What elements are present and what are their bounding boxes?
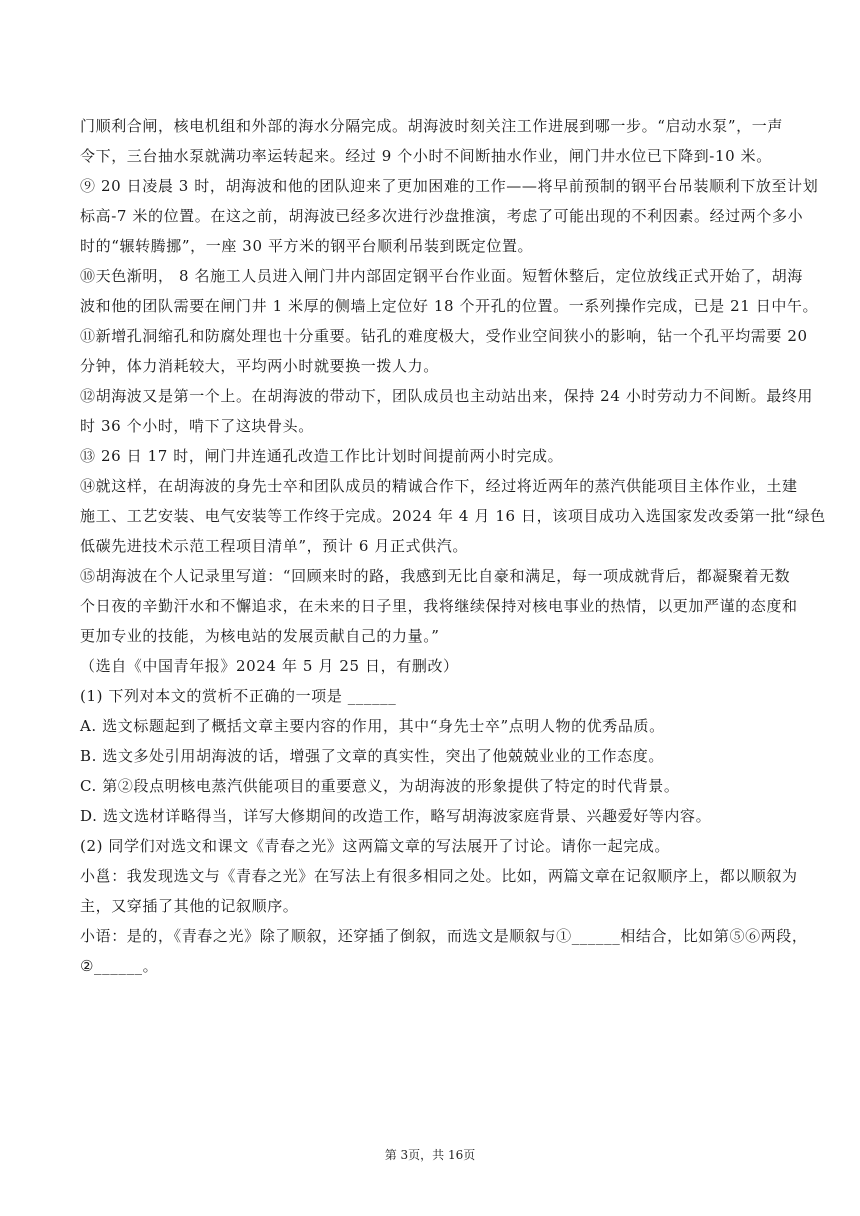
text-line-1: 门顺利合闸，核电机组和外部的海水分隔完成。胡海波时刻关注工作进展到哪一步。“启动水泵”，一声	[80, 117, 783, 135]
dialogue-line-4: ②______。	[80, 957, 159, 975]
text-line-10: ⑫胡海波又是第一个上。在胡海波的带动下，团队成员也主动站出来，保持 24 小时劳动力不间断。最终用	[80, 387, 814, 405]
text-line-9: 分钟，体力消耗较大，平均两小时就要换一拨人力。	[80, 357, 439, 375]
text-line-3: ⑨ 20 日凌晨 3 时，胡海波和他的团队迎来了更加困难的工作——将早前预制的钢平台吊装顺利下放至计划	[80, 177, 819, 195]
page-footer: 第 3页，共 16页	[384, 1148, 476, 1162]
option-a: A. 选文标题起到了概括文章主要内容的作用，其中“身先士卒”点明人物的优秀品质。	[80, 717, 665, 735]
text-line-14: 施工、工艺安装、电气安装等工作终于完成。2024 年 4 月 16 日，该项目成功入选国家发改委第一批“绿色	[80, 507, 826, 525]
text-line-8: ⑪新增孔洞缩孔和防腐处理也十分重要。钻孔的难度极大，受作业空间狭小的影响，钻一个孔平均需要 20	[80, 327, 808, 345]
question-2: (2) 同学们对选文和课文《青春之光》这两篇文章的写法展开了讨论。请你一起完成。	[80, 837, 671, 855]
dialogue-line-2: 主，又穿插了其他的记叙顺序。	[80, 897, 299, 915]
text-line-17: 个日夜的辛勤汗水和不懈追求，在未来的日子里，我将继续保持对核电事业的热情，以更加严谨的态度和	[80, 597, 798, 615]
option-d: D. 选文选材详略得当，详写大修期间的改造工作，略写胡海波家庭背景、兴趣爱好等内容。	[80, 807, 712, 825]
text-line-5: 时的“辗转腾挪”，一座 30 平方米的钢平台顺利吊装到既定位置。	[80, 237, 534, 255]
text-line-18: 更加专业的技能，为核电站的发展贡献自己的力量。”	[80, 627, 440, 645]
text-line-6: ⑩天色渐明， 8 名施工人员进入闸门井内部固定钢平台作业面。短暂休整后，定位放线正式开始了，胡海	[80, 267, 803, 285]
option-c: C. 第②段点明核电蒸汽供能项目的重要意义，为胡海波的形象提供了特定的时代背景。	[80, 777, 680, 795]
text-line-16: ⑮胡海波在个人记录里写道：“回顾来时的路，我感到无比自豪和满足，每一项成就背后，都凝聚着无数	[80, 567, 791, 585]
text-line-2: 令下，三台抽水泵就满功率运转起来。经过 9 个小时不间断抽水作业，闸门井水位已下降到-10 米。	[80, 147, 772, 165]
text-line-4: 标高-7 米的位置。在这之前，胡海波已经多次进行沙盘推演，考虑了可能出现的不利因素。经过两个多小	[80, 207, 804, 225]
text-line-11: 时 36 个小时，啃下了这块骨头。	[80, 417, 314, 435]
text-line-7: 波和他的团队需要在闸门井 1 米厚的侧墙上定位好 18 个开孔的位置。一系列操作完成，已是 21 日中午。	[80, 297, 819, 315]
document-body	[80, 111, 826, 981]
option-b: B. 选文多处引用胡海波的话，增强了文章的真实性，突出了他兢兢业业的工作态度。	[80, 747, 664, 765]
question-1: (1) 下列对本文的赏析不正确的一项是 ______	[80, 687, 397, 705]
text-line-12: ⑬ 26 日 17 时，闸门井连通孔改造工作比计划时间提前两小时完成。	[80, 447, 564, 465]
dialogue-line-1: 小邕：我发现选文与《青春之光》在写法上有很多相同之处。比如，两篇文章在记叙顺序上，都以顺叙为	[80, 867, 798, 885]
text-line-13: ⑭就这样，在胡海波的身先士卒和团队成员的精诚合作下，经过将近两年的蒸汽供能项目主体作业，土建	[80, 477, 798, 495]
text-line-15: 低碳先进技术示范工程项目清单”，预计 6 月正式供汽。	[80, 537, 468, 555]
dialogue-line-3: 小语：是的，《青春之光》除了顺叙，还穿插了倒叙，而选文是顺叙与①______相结合，比如第⑤⑥两段，	[80, 927, 808, 945]
source-citation: （选自《中国青年报》2024 年 5 月 25 日，有删改）	[80, 657, 459, 675]
